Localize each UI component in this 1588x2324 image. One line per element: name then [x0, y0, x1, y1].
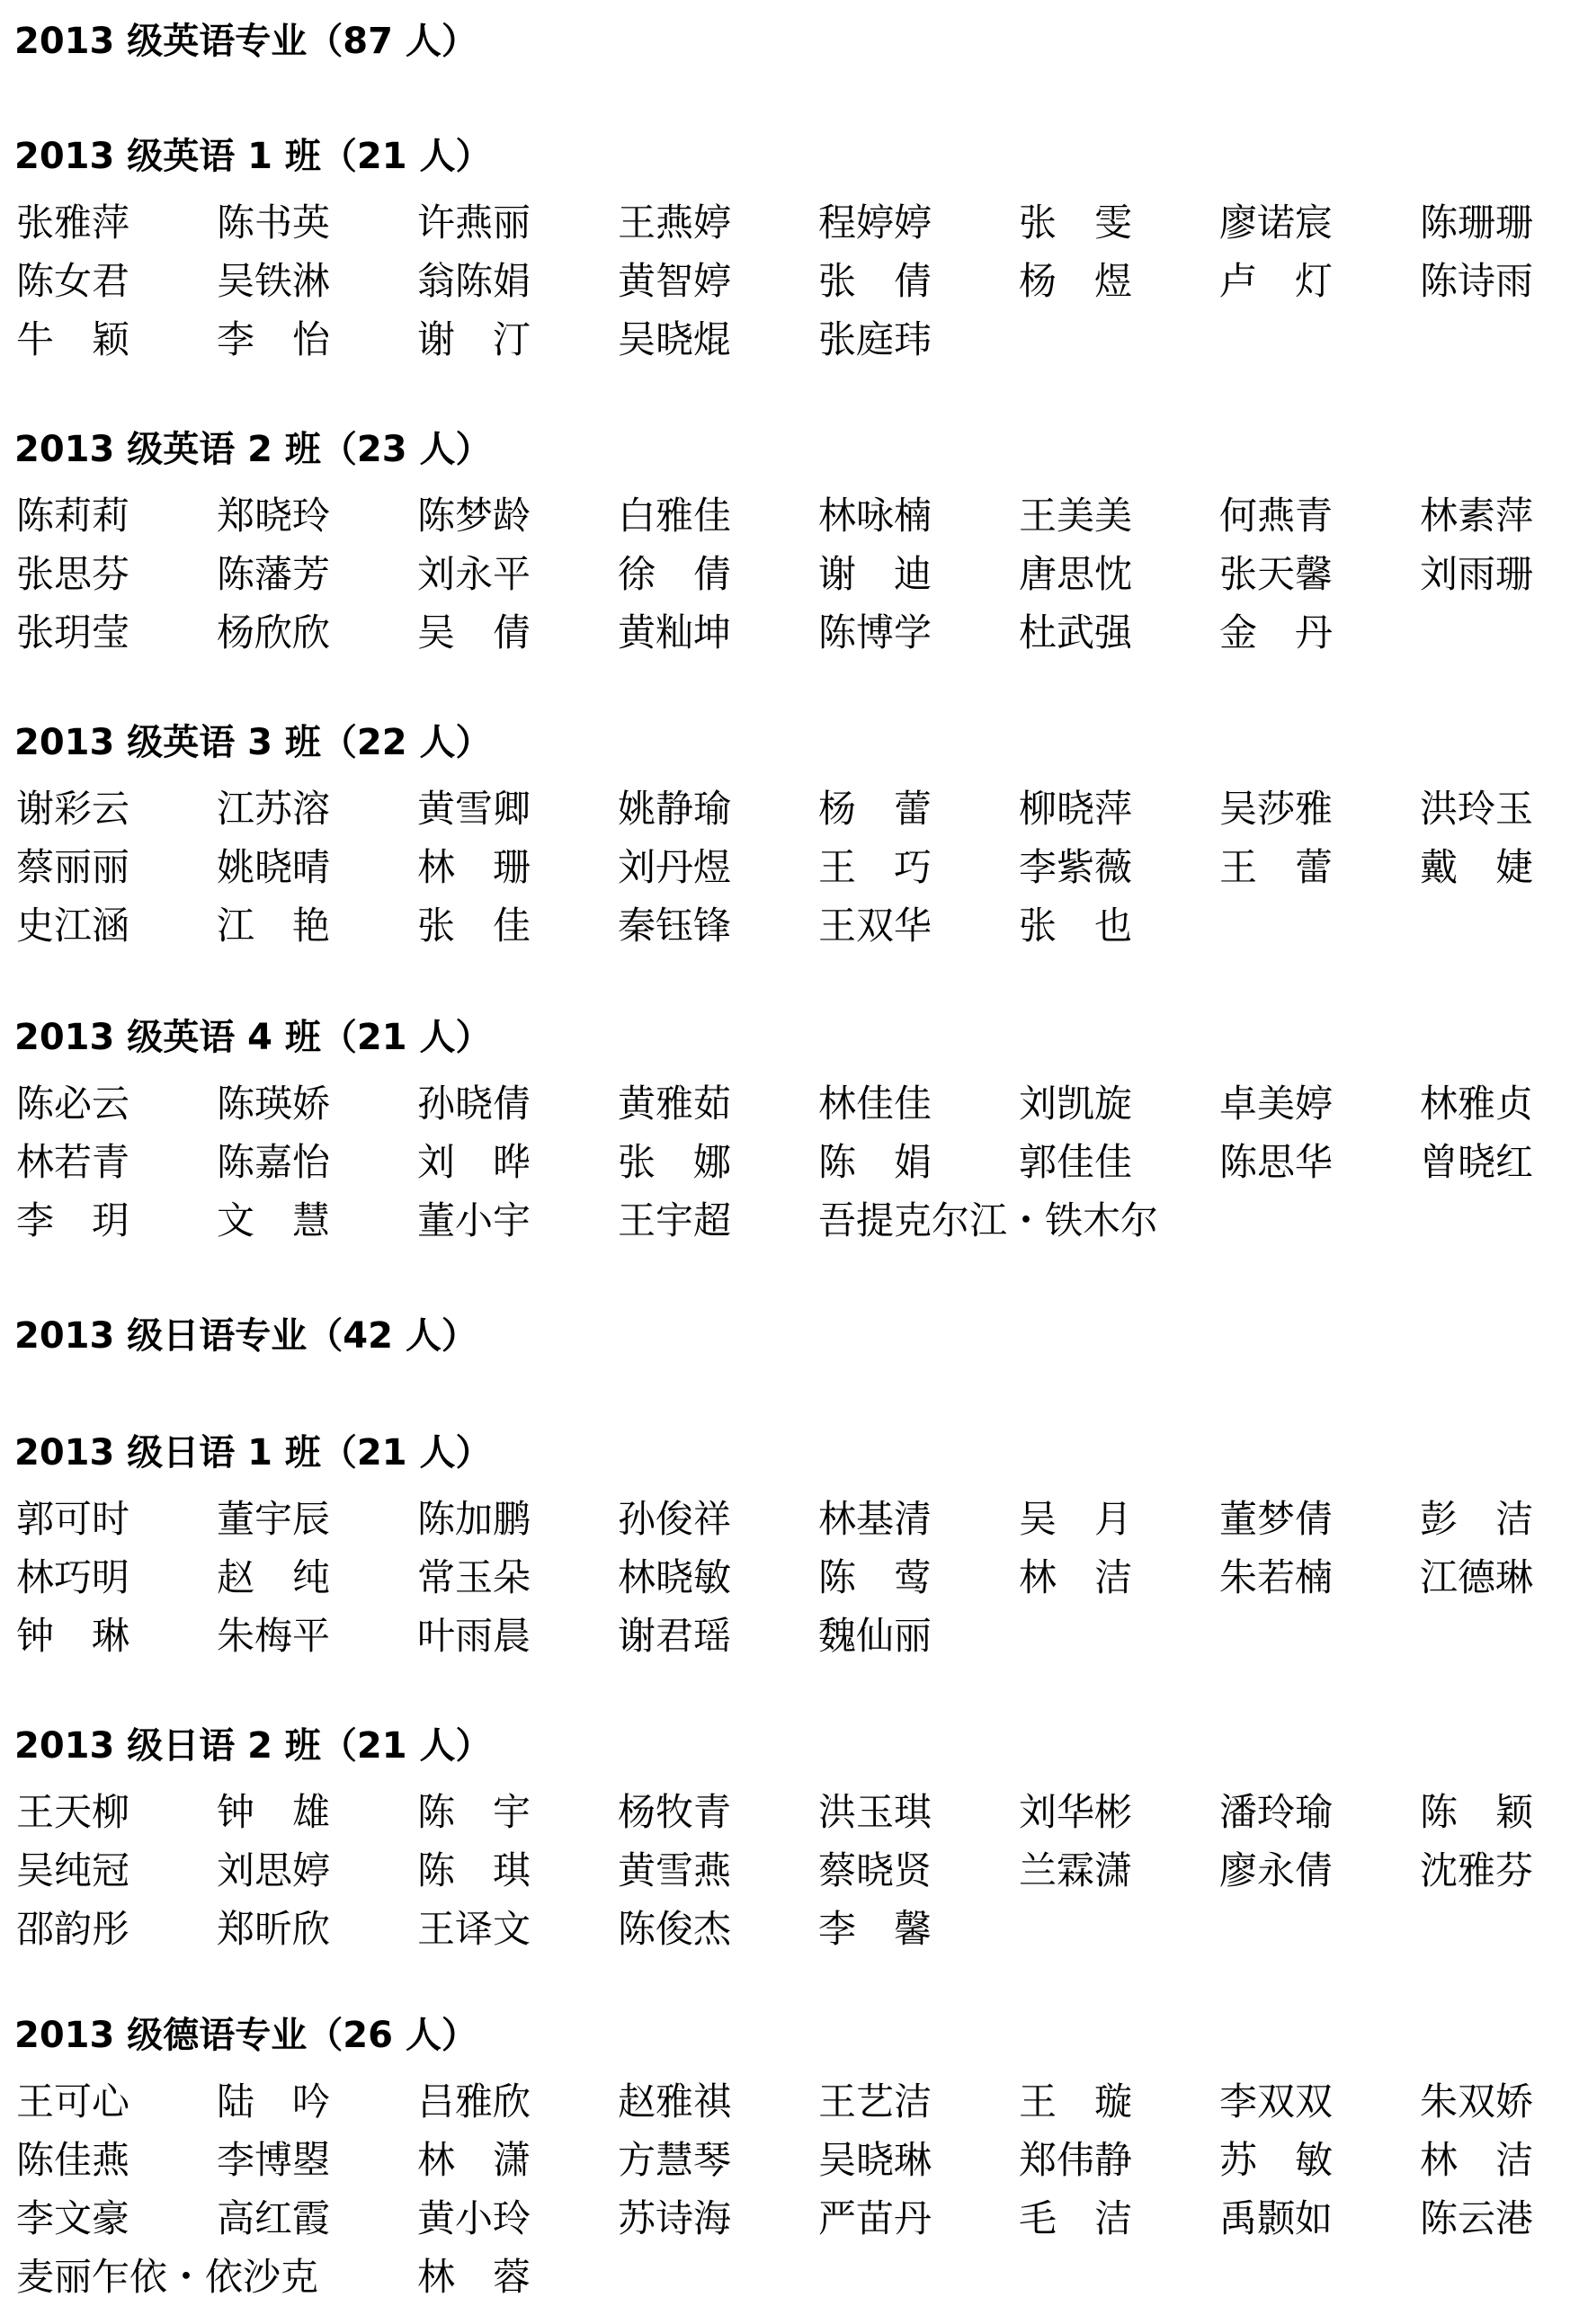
student-name: 陈博学 — [818, 610, 932, 654]
student-name: 何燕青 — [1219, 494, 1334, 538]
student-name: 江德琳 — [1420, 1555, 1534, 1599]
student-name: 文 慧 — [217, 1198, 331, 1242]
student-name: 钟 雄 — [217, 1790, 331, 1834]
student-name: 秦钰锋 — [618, 904, 732, 948]
student-name: 牛 颖 — [16, 317, 130, 361]
student-name: 潘玲瑜 — [1219, 1790, 1334, 1834]
student-name: 钟 琳 — [16, 1614, 130, 1658]
student-name: 林咏楠 — [818, 494, 932, 538]
student-name: 郭佳佳 — [1019, 1140, 1133, 1184]
student-name: 陈思华 — [1219, 1140, 1334, 1184]
student-name: 陈莉莉 — [16, 494, 130, 538]
class-heading: 2013 级日语 1 班（21 人） — [14, 1432, 492, 1474]
student-name: 唐思忱 — [1019, 552, 1133, 596]
student-name: 李 玥 — [16, 1198, 130, 1242]
student-name: 沈雅芬 — [1420, 1848, 1534, 1892]
student-name: 王燕婷 — [618, 200, 732, 245]
student-name: 麦丽乍依・依沙克 — [16, 2255, 319, 2299]
student-name: 李 怡 — [217, 317, 331, 361]
student-name: 蔡晓贤 — [818, 1848, 932, 1892]
student-name: 白雅佳 — [618, 494, 732, 538]
class-heading: 2013 级日语 2 班（21 人） — [14, 1725, 492, 1767]
student-name: 吴莎雅 — [1219, 787, 1334, 831]
major-heading: 2013 级德语专业（26 人） — [14, 2015, 477, 2056]
student-name: 陈必云 — [16, 1082, 130, 1126]
student-name: 陆 吟 — [217, 2079, 331, 2124]
student-name: 郑昕欣 — [217, 1907, 331, 1951]
student-name: 陈女君 — [16, 259, 130, 303]
student-name: 邵韵彤 — [16, 1907, 130, 1951]
student-name: 董小宇 — [417, 1198, 531, 1242]
student-name: 王宇超 — [618, 1198, 732, 1242]
student-name: 黄雪燕 — [618, 1848, 732, 1892]
student-name: 吴晓焜 — [618, 317, 732, 361]
student-name: 黄小玲 — [417, 2196, 531, 2240]
student-name: 谢君瑶 — [618, 1614, 732, 1658]
student-name: 林雅贞 — [1420, 1082, 1534, 1126]
student-name: 陈嘉怡 — [217, 1140, 331, 1184]
student-name: 王艺洁 — [818, 2079, 932, 2124]
student-name: 曾晓红 — [1420, 1140, 1534, 1184]
student-name: 谢 汀 — [417, 317, 531, 361]
student-name: 方慧琴 — [618, 2138, 732, 2182]
student-name: 林佳佳 — [818, 1082, 932, 1126]
student-name: 孙晓倩 — [417, 1082, 531, 1126]
student-name: 廖诺宸 — [1219, 200, 1334, 245]
student-name: 常玉朵 — [417, 1555, 531, 1599]
student-name: 赵雅祺 — [618, 2079, 732, 2124]
student-name: 苏诗海 — [618, 2196, 732, 2240]
student-name: 林 潇 — [417, 2138, 531, 2182]
student-name: 林 珊 — [417, 845, 531, 889]
student-name: 陈藩芳 — [217, 552, 331, 596]
student-name: 陈佳燕 — [16, 2138, 130, 2182]
student-name: 兰霖潇 — [1019, 1848, 1133, 1892]
student-name: 林若青 — [16, 1140, 130, 1184]
student-name: 黄智婷 — [618, 259, 732, 303]
student-name: 张 也 — [1019, 904, 1133, 948]
student-name: 王 蕾 — [1219, 845, 1334, 889]
student-name: 董宇辰 — [217, 1497, 331, 1541]
student-name: 朱双娇 — [1420, 2079, 1534, 2124]
student-name: 杨欣欣 — [217, 610, 331, 654]
student-name: 杨 蕾 — [818, 787, 932, 831]
student-name: 王可心 — [16, 2079, 130, 2124]
student-name: 林 洁 — [1019, 1555, 1133, 1599]
student-name: 张庭玮 — [818, 317, 932, 361]
student-name: 林基清 — [818, 1497, 932, 1541]
student-name: 洪玉琪 — [818, 1790, 932, 1834]
student-name: 刘丹煜 — [618, 845, 732, 889]
student-name: 郑伟静 — [1019, 2138, 1133, 2182]
student-name: 陈 宇 — [417, 1790, 531, 1834]
student-name: 苏 敏 — [1219, 2138, 1334, 2182]
student-name: 董梦倩 — [1219, 1497, 1334, 1541]
student-name: 王天柳 — [16, 1790, 130, 1834]
student-name: 林晓敏 — [618, 1555, 732, 1599]
student-name: 彭 洁 — [1420, 1497, 1534, 1541]
student-name: 江 艳 — [217, 904, 331, 948]
student-name: 杨 煜 — [1019, 259, 1133, 303]
student-name: 林 蓉 — [417, 2255, 531, 2299]
student-name: 郭可时 — [16, 1497, 130, 1541]
student-name: 赵 纯 — [217, 1555, 331, 1599]
student-name: 陈诗雨 — [1420, 259, 1534, 303]
student-name: 禹颢如 — [1219, 2196, 1334, 2240]
student-name: 王译文 — [417, 1907, 531, 1951]
student-name: 谢彩云 — [16, 787, 130, 831]
student-name: 金 丹 — [1219, 610, 1334, 654]
student-name: 陈书英 — [217, 200, 331, 245]
major-heading: 2013 级英语专业（87 人） — [14, 21, 477, 62]
student-name: 魏仙丽 — [818, 1614, 932, 1658]
student-name: 江苏溶 — [217, 787, 331, 831]
student-name: 徐 倩 — [618, 552, 732, 596]
student-name: 廖永倩 — [1219, 1848, 1334, 1892]
major-heading: 2013 级日语专业（42 人） — [14, 1315, 477, 1357]
student-name: 陈云港 — [1420, 2196, 1534, 2240]
student-name: 王美美 — [1019, 494, 1133, 538]
student-name: 张雅萍 — [16, 200, 130, 245]
student-name: 刘华彬 — [1019, 1790, 1133, 1834]
student-name: 刘永平 — [417, 552, 531, 596]
student-name: 郑晓玲 — [217, 494, 331, 538]
student-name: 吴 倩 — [417, 610, 531, 654]
class-heading: 2013 级英语 1 班（21 人） — [14, 136, 492, 177]
student-name: 陈瑛娇 — [217, 1082, 331, 1126]
student-name: 叶雨晨 — [417, 1614, 531, 1658]
student-name: 卢 灯 — [1219, 259, 1334, 303]
student-name: 陈 琪 — [417, 1848, 531, 1892]
student-name: 吾提克尔江・铁木尔 — [818, 1198, 1159, 1242]
student-name: 许燕丽 — [417, 200, 531, 245]
student-name: 陈珊珊 — [1420, 200, 1534, 245]
class-heading: 2013 级英语 4 班（21 人） — [14, 1017, 492, 1058]
student-name: 程婷婷 — [818, 200, 932, 245]
class-heading: 2013 级英语 3 班（22 人） — [14, 722, 492, 763]
student-name: 陈俊杰 — [618, 1907, 732, 1951]
student-name: 黄雪卿 — [417, 787, 531, 831]
student-name: 姚静瑜 — [618, 787, 732, 831]
student-name: 朱梅平 — [217, 1614, 331, 1658]
student-name: 刘思婷 — [217, 1848, 331, 1892]
student-name: 戴 婕 — [1420, 845, 1534, 889]
student-name: 刘 晔 — [417, 1140, 531, 1184]
student-name: 王双华 — [818, 904, 932, 948]
student-name: 张玥莹 — [16, 610, 130, 654]
student-name: 陈 娟 — [818, 1140, 932, 1184]
student-name: 吴铁淋 — [217, 259, 331, 303]
student-name: 张 娜 — [618, 1140, 732, 1184]
student-name: 刘雨珊 — [1420, 552, 1534, 596]
student-name: 张 佳 — [417, 904, 531, 948]
student-name: 严苗丹 — [818, 2196, 932, 2240]
student-name: 杜武强 — [1019, 610, 1133, 654]
student-name: 林 洁 — [1420, 2138, 1534, 2182]
student-name: 王 璇 — [1019, 2079, 1133, 2124]
student-name: 孙俊祥 — [618, 1497, 732, 1541]
student-name: 陈加鹏 — [417, 1497, 531, 1541]
student-name: 李 馨 — [818, 1907, 932, 1951]
student-name: 王 巧 — [818, 845, 932, 889]
student-name: 杨牧青 — [618, 1790, 732, 1834]
student-name: 张 雯 — [1019, 200, 1133, 245]
student-name: 张思芬 — [16, 552, 130, 596]
student-name: 吴 月 — [1019, 1497, 1133, 1541]
student-name: 吕雅欣 — [417, 2079, 531, 2124]
student-name: 高红霞 — [217, 2196, 331, 2240]
student-name: 陈梦龄 — [417, 494, 531, 538]
student-name: 史江涵 — [16, 904, 130, 948]
student-name: 李双双 — [1219, 2079, 1334, 2124]
student-name: 谢 迪 — [818, 552, 932, 596]
student-name: 陈 莺 — [818, 1555, 932, 1599]
student-name: 李文豪 — [16, 2196, 130, 2240]
student-name: 林巧明 — [16, 1555, 130, 1599]
student-name: 洪玲玉 — [1420, 787, 1534, 831]
student-name: 李博曌 — [217, 2138, 331, 2182]
student-name: 柳晓萍 — [1019, 787, 1133, 831]
student-name: 蔡丽丽 — [16, 845, 130, 889]
student-name: 张 倩 — [818, 259, 932, 303]
student-name: 朱若楠 — [1219, 1555, 1334, 1599]
student-name: 吴纯冠 — [16, 1848, 130, 1892]
student-name: 刘凯旋 — [1019, 1082, 1133, 1126]
student-name: 黄籼坤 — [618, 610, 732, 654]
student-name: 黄雅茹 — [618, 1082, 732, 1126]
student-name: 吴晓琳 — [818, 2138, 932, 2182]
student-name: 翁陈娟 — [417, 259, 531, 303]
student-name: 毛 洁 — [1019, 2196, 1133, 2240]
class-heading: 2013 级英语 2 班（23 人） — [14, 429, 492, 470]
student-name: 林素萍 — [1420, 494, 1534, 538]
student-name: 陈 颖 — [1420, 1790, 1534, 1834]
student-name: 姚晓晴 — [217, 845, 331, 889]
student-name: 卓美婷 — [1219, 1082, 1334, 1126]
student-name: 张天馨 — [1219, 552, 1334, 596]
student-name: 李紫薇 — [1019, 845, 1133, 889]
